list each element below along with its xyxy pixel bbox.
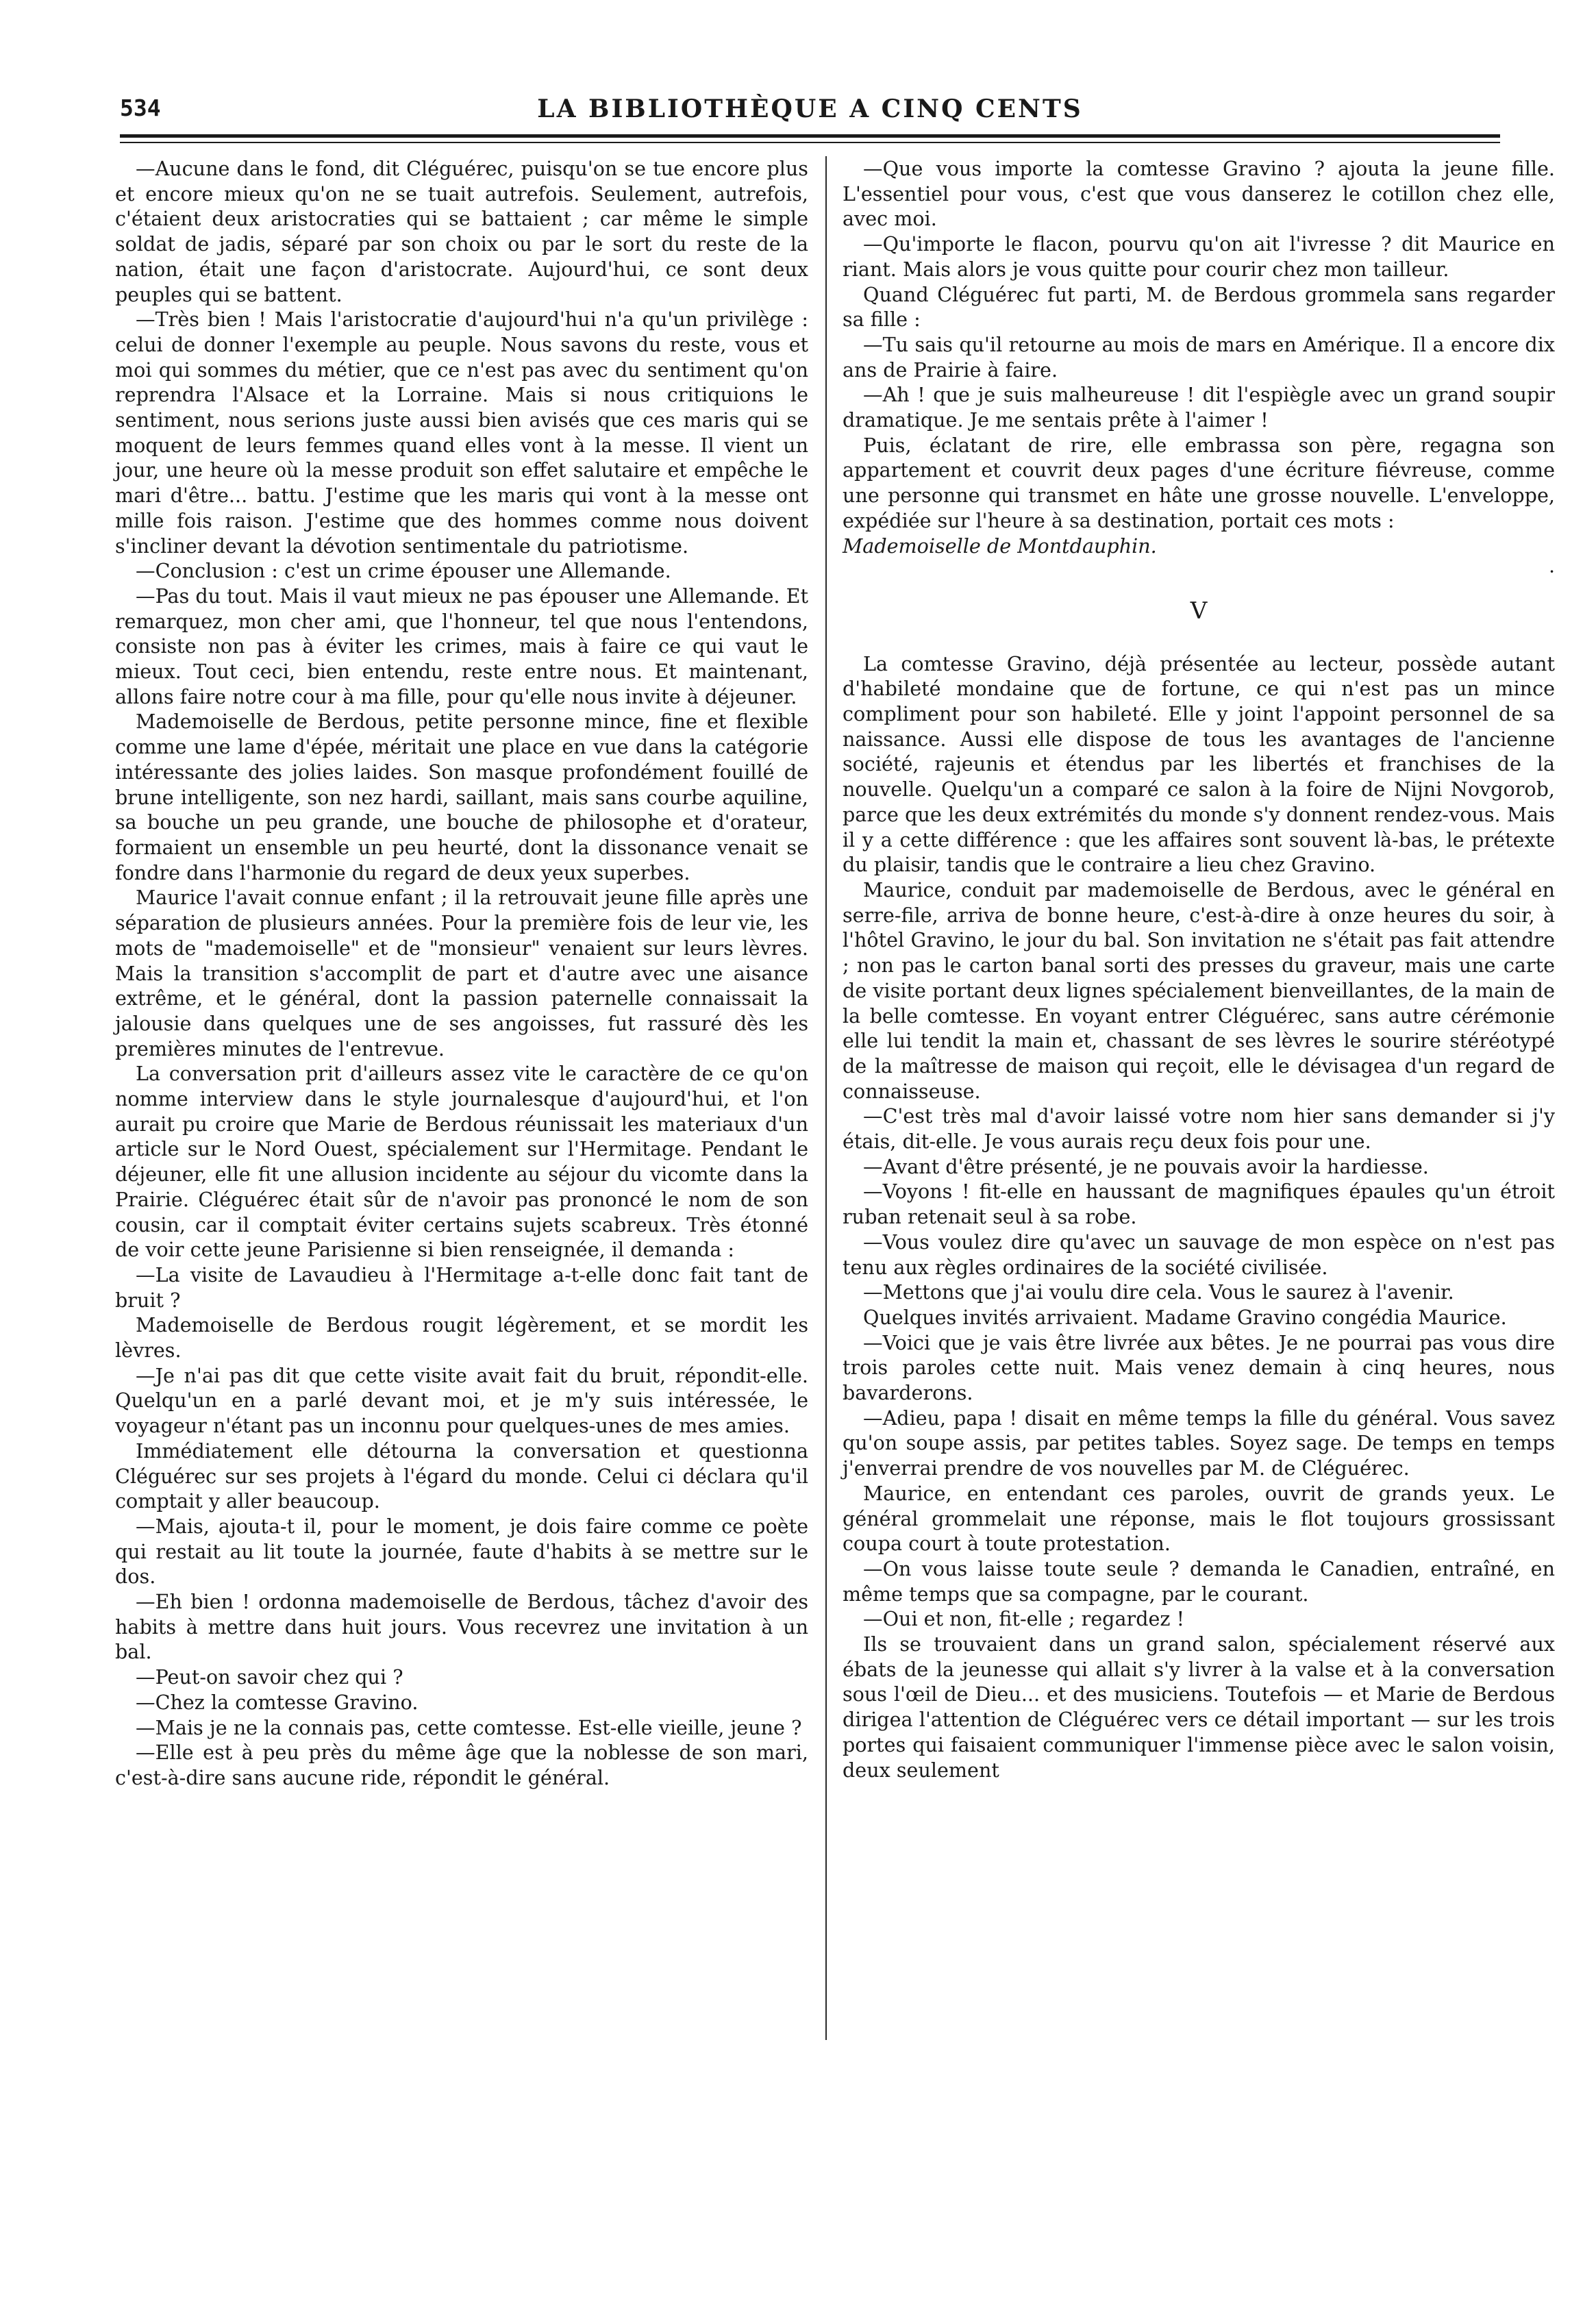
- paragraph: —Voyons ! fit-elle en haussant de magnifiques épaules qu'un étroit ruban retenait seul à sa robe.: [843, 1180, 1555, 1229]
- paragraph: —Elle est à peu près du même âge que la noblesse de son mari, c'est-à-dire sans aucune ride, répondit le général.: [115, 1741, 808, 1789]
- paragraph: Maurice, en entendant ces paroles, ouvrit de grands yeux. Le général grommelait une réponse, mais le flot toujours grossissant coupa court à toute protestation.: [843, 1481, 1555, 1556]
- paragraph: —On vous laisse toute seule ? demanda le Canadien, entraîné, en même temps que sa compagne, par le courant.: [843, 1556, 1555, 1606]
- paragraph: —Je n'ai pas dit que cette visite avait fait du bruit, répondit-elle. Quelqu'un en a parlé devant moi, et je m'y suis intéressée, le voyageur n'étant pas un inconnu pour quelques-unes de mes amies.: [115, 1363, 808, 1438]
- paragraph: Mademoiselle de Berdous rougit légèrement, et se mordit les lèvres.: [115, 1313, 808, 1363]
- header-rule-thin: [120, 142, 1500, 143]
- paragraph: —Que vous importe la comtesse Gravino ? ajouta la jeune fille. L'essentiel pour vous, c'est que vous danserez le cotillon chez elle, avec moi.: [843, 157, 1555, 231]
- paragraph: —La visite de Lavaudieu à l'Hermitage a-t-elle donc fait tant de bruit ?: [115, 1263, 808, 1312]
- paragraph: La comtesse Gravino, déjà présentée au lecteur, possède autant d'habileté mondaine que de fortune, ce qui n'est pas un mince compliment pour son habileté. Elle y joint l'appoint personnel de sa naissance. Aussi elle dispose de tous les avantages de l'ancienne société, rajeunis et étendus par les libertés et franchises de la nouvelle. Quelqu'un a comparé ce salon à la foire de Nijni Novgorob, parce que les deux extrémités du monde s'y donnent rendez-vous. Mais il y a cette différence : que les affaires sont souvent là-bas, le prétexte du plaisir, tandis que le contraire a lieu chez Gravino.: [843, 651, 1555, 877]
- paragraph: —Eh bien ! ordonna mademoiselle de Berdous, tâchez d'avoir des habits à mettre dans huit jours. Vous recevrez une invitation à un bal.: [115, 1590, 808, 1664]
- paragraph: —Pas du tout. Mais il vaut mieux ne pas épouser une Allemande. Et remarquez, mon cher ami, que l'honneur, tel que nous l'entendons, consiste non pas à éviter les crimes, mais à faire ce qui vaut le mieux. Tout ceci, bien entendu, reste entre nous. Et maintenant, allons faire notre cour à ma fille, pour qu'elle nous invite à déjeuner.: [115, 584, 808, 708]
- paragraph: —Vous voulez dire qu'avec un sauvage de mon espèce on n'est pas tenu aux règles ordinaires de la société civilisée.: [843, 1230, 1555, 1279]
- paragraph: Maurice, conduit par mademoiselle de Berdous, avec le général en serre-file, arriva de bonne heure, c'est-à-dire à onze heures du soir, à l'hôtel Gravino, le jour du bal. Son invitation ne s'était pas fait attendre ; non pas le carton banal sorti des presses du graveur, mais une carte de visite portant deux lignes spécialement bienveillantes, de la main de la belle comtesse. En voyant entrer Cléguérec, sans autre cérémonie elle lui tendit la main et, chassant de ses lèvres le sourire stéréotypé de la maîtresse de maison qui reçoit, elle le dévisagea d'un regard de connaisseuse.: [843, 878, 1555, 1103]
- right-column: [843, 156, 1555, 1782]
- paragraph: Quand Cléguérec fut parti, M. de Berdous grommela sans regarder sa fille :: [843, 282, 1555, 332]
- left-column: [115, 156, 808, 1791]
- paragraph: —Conclusion : c'est un crime épouser une Allemande.: [136, 559, 671, 583]
- header-rule-thick: [120, 134, 1500, 138]
- dot-ornament: ·: [1549, 560, 1555, 584]
- paragraph: Ils se trouvaient dans un grand salon, spécialement réservé aux ébats de la jeunesse qui allait s'y livrer à la valse et à la conversation sous l'œil de Dieu... et des musiciens. Toutefois — et Marie de Berdous dirigea l'attention de Cléguérec vers ce détail important — sur les trois portes qui faisaient communiquer l'immense pièce avec le salon voisin, deux seulement: [843, 1632, 1555, 1782]
- paragraph: —Avant d'être présenté, je ne pouvais avoir la hardiesse.: [863, 1154, 1429, 1178]
- envelope-address: Mademoiselle de Montdauphin.: [843, 534, 1157, 558]
- paragraph: —Tu sais qu'il retourne au mois de mars en Amérique. Il a encore dix ans de Prairie à faire.: [843, 332, 1555, 382]
- paragraph: —Voici que je vais être livrée aux bêtes. Je ne pourrai pas vous dire trois paroles cette nuit. Mais venez demain à cinq heures, nous bavarderons.: [843, 1330, 1555, 1405]
- paragraph: Quelques invités arrivaient. Madame Gravino congédia Maurice.: [863, 1305, 1507, 1329]
- paragraph: —Mais, ajouta-t il, pour le moment, je dois faire comme ce poète qui restait au lit toute la journée, faute d'habits à se mettre sur le dos.: [115, 1514, 808, 1589]
- paragraph: —Mettons que j'ai voulu dire cela. Vous le saurez à l'avenir.: [863, 1280, 1454, 1304]
- paragraph: Maurice l'avait connue enfant ; il la retrouvait jeune fille après une séparation de plusieurs années. Pour la première fois de leur vie, les mots de "mademoiselle" et de "monsieur" venaient sur leurs lèvres. Mais la transition s'accomplit de part et d'autre avec une aisance extrême, et le général, dont la passion paternelle connaissait la jalousie dans quelques une de ses angoisses, fut rassuré dès les premières minutes de l'entrevue.: [115, 886, 808, 1060]
- paragraph: —Aucune dans le fond, dit Cléguérec, puisqu'on se tue encore plus et encore mieux qu'on ne se tuait autrefois. Seulement, autrefois, c'étaient deux aristocraties qui se battaient ; car même le simple soldat de jadis, séparé par son choix ou par le sort du reste de la nation, était une façon d'aristocrate. Aujourd'hui, ce sont deux peuples qui se battent.: [115, 157, 808, 306]
- chapter-heading: V: [1190, 597, 1208, 625]
- paragraph: Puis, éclatant de rire, elle embrassa son père, regagna son appartement et couvrit deux pages d'une écriture fiévreuse, comme une personne qui transmet en hâte une grosse nouvelle. L'enveloppe, expédiée sur l'heure à sa destination, portait ces mots :: [843, 433, 1555, 532]
- paragraph: —Peut-on savoir chez qui ?: [136, 1665, 403, 1689]
- page-number: 534: [120, 95, 161, 121]
- paragraph: —Mais je ne la connais pas, cette comtesse. Est-elle vieille, jeune ?: [136, 1715, 802, 1739]
- paragraph: —Oui et non, fit-elle ; regardez !: [863, 1607, 1185, 1631]
- paragraph: —C'est très mal d'avoir laissé votre nom hier sans demander si j'y étais, dit-elle. Je vous aurais reçu deux fois pour une.: [843, 1104, 1555, 1154]
- paragraph: —Chez la comtesse Gravino.: [136, 1690, 419, 1714]
- column-divider: [825, 156, 827, 2040]
- running-title: LA BIBLIOTHÈQUE A CINQ CENTS: [537, 95, 1083, 123]
- paragraph: La conversation prit d'ailleurs assez vite le caractère de ce qu'on nomme interview dans le style journalesque d'aujourd'hui, et l'on aurait pu croire que Marie de Berdous réunissait les materiaux d'un article sur le Nord Ouest, spécialement sur l'Hermitage. Pendant le déjeuner, elle fit une allusion incidente au séjour du vicomte dans la Prairie. Cléguérec était sûr de n'avoir pas prononcé le nom de son cousin, car il comptait éviter certains sujets scabreux. Très étonné de voir cette jeune Parisienne si bien renseignée, il demanda :: [115, 1062, 808, 1262]
- paragraph: —Adieu, papa ! disait en même temps la fille du général. Vous savez qu'on soupe assis, par petites tables. Soyez sage. De temps en temps j'enverrai prendre de vos nouvelles par M. de Cléguérec.: [843, 1406, 1555, 1480]
- paragraph: —Ah ! que je suis malheureuse ! dit l'espiègle avec un grand soupir dramatique. Je me sentais prête à l'aimer !: [843, 383, 1555, 432]
- paragraph: Mademoiselle de Berdous, petite personne mince, fine et flexible comme une lame d'épée, méritait une place en vue dans la catégorie intéressante des jolies laides. Son masque profondément fouillé de brune intelligente, son nez hardi, saillant, mais sans courbe aquiline, sa bouche un peu grande, une bouche de philosophe et d'orateur, formaient un ensemble un peu heurté, dont la dissonance venait se fondre dans l'harmonie du regard de deux yeux superbes.: [115, 710, 808, 884]
- paragraph: Immédiatement elle détourna la conversation et questionna Cléguérec sur ses projets à l'égard du monde. Celui ci déclara qu'il comptait y aller beaucoup.: [115, 1439, 808, 1513]
- paragraph: —Qu'importe le flacon, pourvu qu'on ait l'ivresse ? dit Maurice en riant. Mais alors je vous quitte pour courir chez mon tailleur.: [843, 232, 1555, 281]
- paragraph: —Très bien ! Mais l'aristocratie d'aujourd'hui n'a qu'un privilège : celui de donner l'exemple au peuple. Nous savons du reste, vous et moi qui sommes du métier, que ce n'est pas avec du sentiment qu'on reprendra l'Alsace et la Lorraine. Mais si nous critiquions le sentiment, nous serions juste aussi bien avisés que ces maris qui se moquent de leurs femmes quand elles vont à la messe. Il vient un jour, une heure où la messe produit son effet salutaire et empêche le mari d'être... battu. J'estime que les maris qui vont à la messe ont mille fois raison. J'estime que des hommes comme nous doivent s'incliner devant la dévotion sentimentale du patriotisme.: [115, 308, 808, 558]
- envelope-address-line: [843, 534, 1555, 559]
